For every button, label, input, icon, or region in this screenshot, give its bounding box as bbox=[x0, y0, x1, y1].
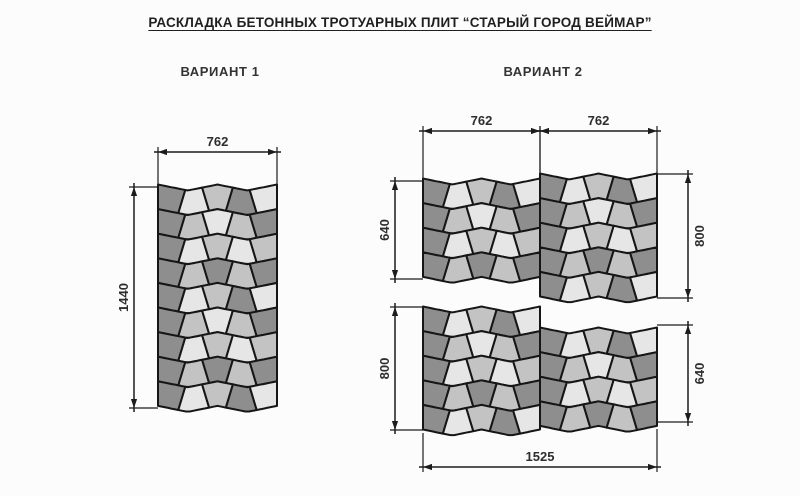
dimension-arrow bbox=[392, 181, 398, 190]
dimension-arrow bbox=[392, 270, 398, 279]
dimension-arrow bbox=[392, 421, 398, 430]
dim-label: 762 bbox=[587, 113, 610, 128]
dim-label: 640 bbox=[377, 219, 392, 241]
dim-label: 1440 bbox=[116, 283, 131, 312]
dimension-800-6 bbox=[377, 303, 423, 434]
dim-label: 640 bbox=[692, 362, 707, 385]
dim-label: 762 bbox=[470, 113, 493, 128]
dimension-arrow bbox=[685, 325, 691, 334]
dimension-arrow bbox=[131, 399, 137, 408]
variant-2-label: ВАРИАНТ 2 bbox=[503, 64, 583, 79]
dimension-762-0 bbox=[154, 134, 281, 185]
dimension-1440-1 bbox=[116, 183, 158, 412]
dimension-arrow bbox=[685, 413, 691, 422]
tile-panel-variant-2-top-right bbox=[540, 174, 657, 303]
dim-label: 762 bbox=[206, 134, 229, 149]
tile-panel-variant-2-bottom-right bbox=[540, 328, 657, 432]
dim-label: 800 bbox=[692, 225, 707, 247]
dimension-arrow bbox=[685, 174, 691, 183]
variant-1-label: ВАРИАНТ 1 bbox=[180, 64, 260, 79]
dimension-arrow bbox=[540, 128, 549, 134]
dimension-640-4 bbox=[377, 177, 423, 283]
tile-panel-variant-2-top-left bbox=[423, 179, 540, 283]
dim-label: 1525 bbox=[525, 449, 555, 464]
dimension-arrow bbox=[392, 307, 398, 316]
dimension-arrow bbox=[423, 464, 432, 470]
dimension-762-2 bbox=[419, 113, 544, 180]
dim-label: 800 bbox=[377, 357, 392, 380]
dimension-arrow bbox=[648, 128, 657, 134]
tile-panel-variant-2-bottom-left bbox=[423, 307, 540, 436]
dimension-arrow bbox=[648, 464, 657, 470]
dimension-800-5 bbox=[657, 170, 707, 302]
drawing-title: РАСКЛАДКА БЕТОННЫХ ТРОТУАРНЫХ ПЛИТ “СТАРЫЙ ГОРОД ВЕЙМАР” bbox=[148, 15, 652, 30]
dimension-762-3 bbox=[536, 113, 661, 180]
tile-panel-variant-1 bbox=[158, 185, 277, 412]
dimension-arrow bbox=[685, 289, 691, 298]
dimension-arrow bbox=[131, 187, 137, 196]
dimension-arrow bbox=[158, 149, 167, 155]
dimension-arrow bbox=[423, 128, 432, 134]
dimension-arrow bbox=[268, 149, 277, 155]
dimension-640-7 bbox=[657, 321, 707, 426]
